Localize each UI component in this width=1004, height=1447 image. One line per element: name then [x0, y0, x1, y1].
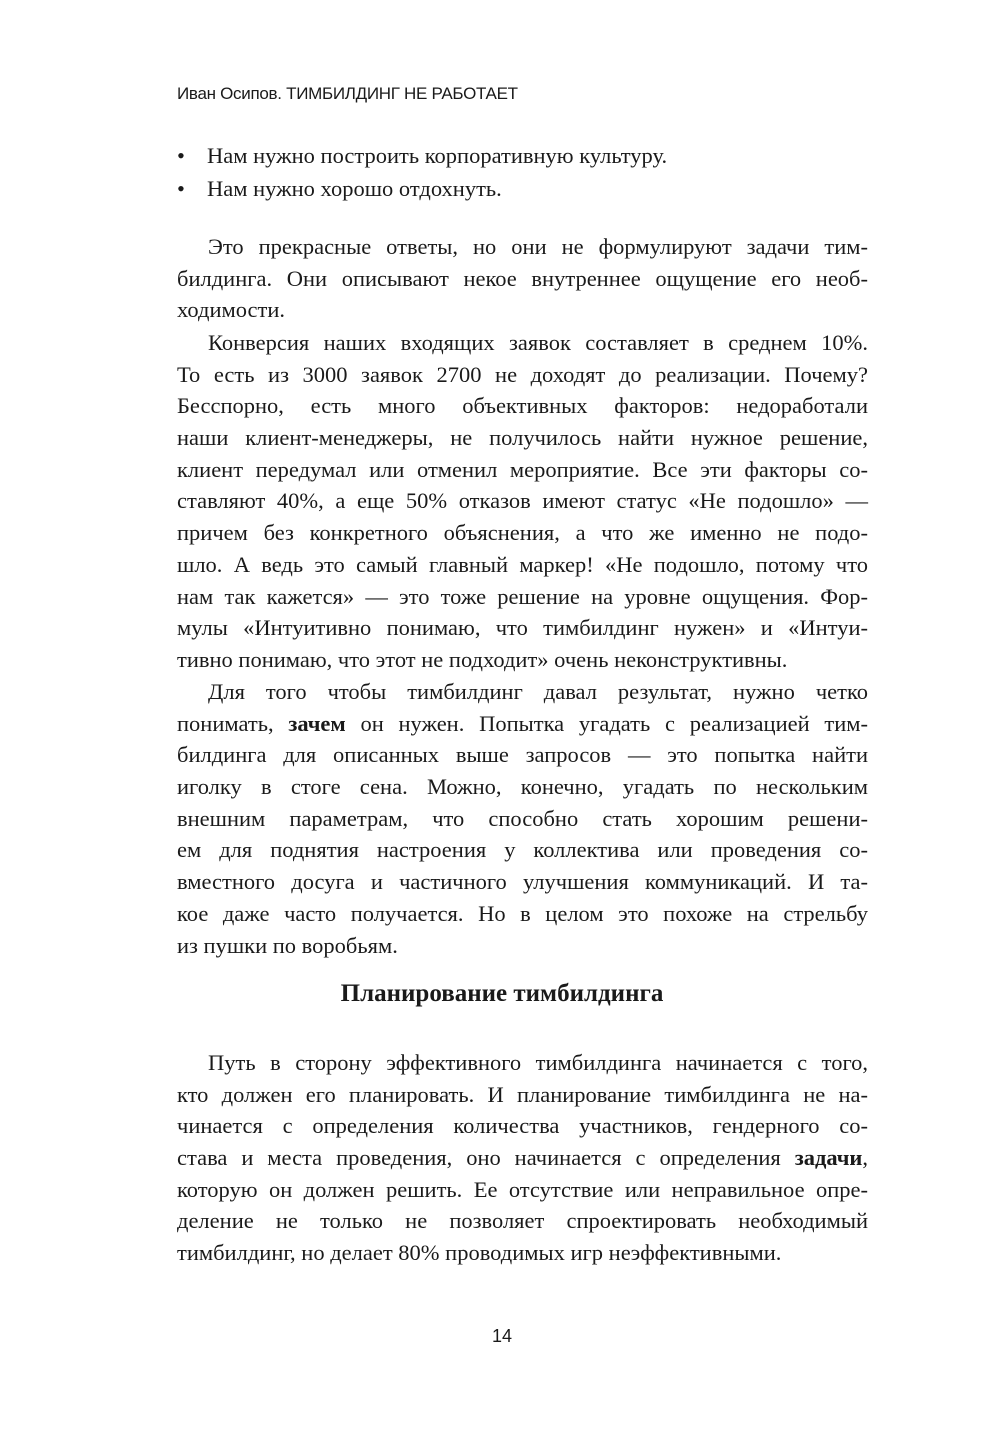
text-line: ставляют 40%, а еще 50% отказов имеют статус «Не подошло» — — [177, 488, 868, 514]
text-line: вместного досуга и частичного улучшения коммуникаций. И та- — [177, 869, 868, 895]
text-line: Путь в сторону эффективного тимбилдинга начинается с того, — [208, 1050, 868, 1075]
text-line: чинается с определения количества участников, гендерного со- — [177, 1113, 868, 1139]
text-line: тивно понимаю, что этот не подходит» очень неконструктивны. — [177, 646, 788, 672]
paragraph — [177, 1047, 868, 1269]
text-line: причем без конкретного объяснения, а что же именно не подо- — [177, 520, 868, 546]
text-line: которую он должен решить. Ее отсутствие или неправильное опре- — [177, 1176, 868, 1202]
header-book-title: ТИМБИЛДИНГ НЕ РАБОТАЕТ — [286, 84, 518, 103]
list-item — [177, 172, 868, 205]
text-line: кое даже часто получается. Но в целом это похоже на стрельбу — [177, 900, 868, 926]
paragraph — [177, 231, 868, 326]
list-item — [177, 139, 868, 172]
page-number: 14 — [491, 1326, 513, 1346]
text-line: Для того чтобы тимбилдинг давал результат, нужно четко — [208, 679, 868, 704]
text-line: нам так кажется» — это тоже решение на уровне ощущения. Фор- — [177, 583, 868, 609]
list-item-text: Нам нужно хорошо отдохнуть. — [207, 176, 502, 201]
running-header — [177, 84, 518, 104]
emphasis-text: зачем — [288, 710, 346, 736]
text-line: ем для поднятия настроения у коллектива или проведения со- — [177, 837, 868, 863]
text-line — [177, 1142, 868, 1174]
emphasis-text: задачи — [794, 1145, 863, 1171]
text-line: из пушки по воробьям. — [177, 932, 398, 958]
text-segment: става и места проведения, оно начинается с определения — [177, 1145, 795, 1171]
paragraph — [177, 327, 868, 676]
text-line: наши клиент-менеджеры, не получилось найти нужное решение, — [177, 425, 868, 451]
text-line: билдинга для описанных выше запросов — это попытка найти — [177, 742, 868, 768]
text-line: Бесспорно, есть много объективных факторов: недоработали — [177, 393, 868, 419]
text-line: Это прекрасные ответы, но они не формулируют задачи тим- — [208, 234, 868, 259]
bullet-icon: • — [177, 143, 185, 168]
text-line: внешним параметрам, что способно стать хорошим решени- — [177, 805, 868, 831]
paragraph — [177, 676, 868, 961]
text-line: То есть из 3000 заявок 2700 не доходят до реализации. Почему? — [177, 361, 868, 387]
text-line: тимбилдинг, но делает 80% проводимых игр неэффективными. — [177, 1240, 782, 1266]
section-heading: Планирование тимбилдинга — [340, 980, 664, 1007]
text-line: билдинга. Они описывают некое внутреннее ощущение его необ- — [177, 265, 868, 291]
text-line: ходимости. — [177, 297, 286, 323]
text-line: иголку в стоге сена. Можно, конечно, угадать по нескольким — [177, 774, 868, 800]
text-line: клиент передумал или отменил мероприятие. Все эти факторы со- — [177, 456, 868, 482]
text-segment: , — [862, 1145, 868, 1171]
text-line: кто должен его планировать. И планирование тимбилдинга не на- — [177, 1081, 868, 1107]
text-segment: он нужен. Попытка угадать с реализацией тим- — [345, 710, 868, 736]
text-line: мулы «Интуитивно понимаю, что тимбилдинг нужен» и «Интуи- — [177, 615, 868, 641]
bullet-list — [177, 139, 868, 205]
text-line: деление не только не позволяет спроектировать необходимый — [177, 1208, 868, 1234]
text-line: Конверсия наших входящих заявок составляет в среднем 10%. — [208, 330, 868, 355]
text-segment: понимать, — [177, 710, 289, 736]
header-author: Иван Осипов. — [177, 84, 282, 103]
text-line: шло. А ведь это самый главный маркер! «Не подошло, потому что — [177, 551, 868, 577]
text-line — [177, 708, 868, 740]
list-item-text: Нам нужно построить корпоративную культуру. — [207, 143, 668, 168]
bullet-icon: • — [177, 176, 185, 201]
